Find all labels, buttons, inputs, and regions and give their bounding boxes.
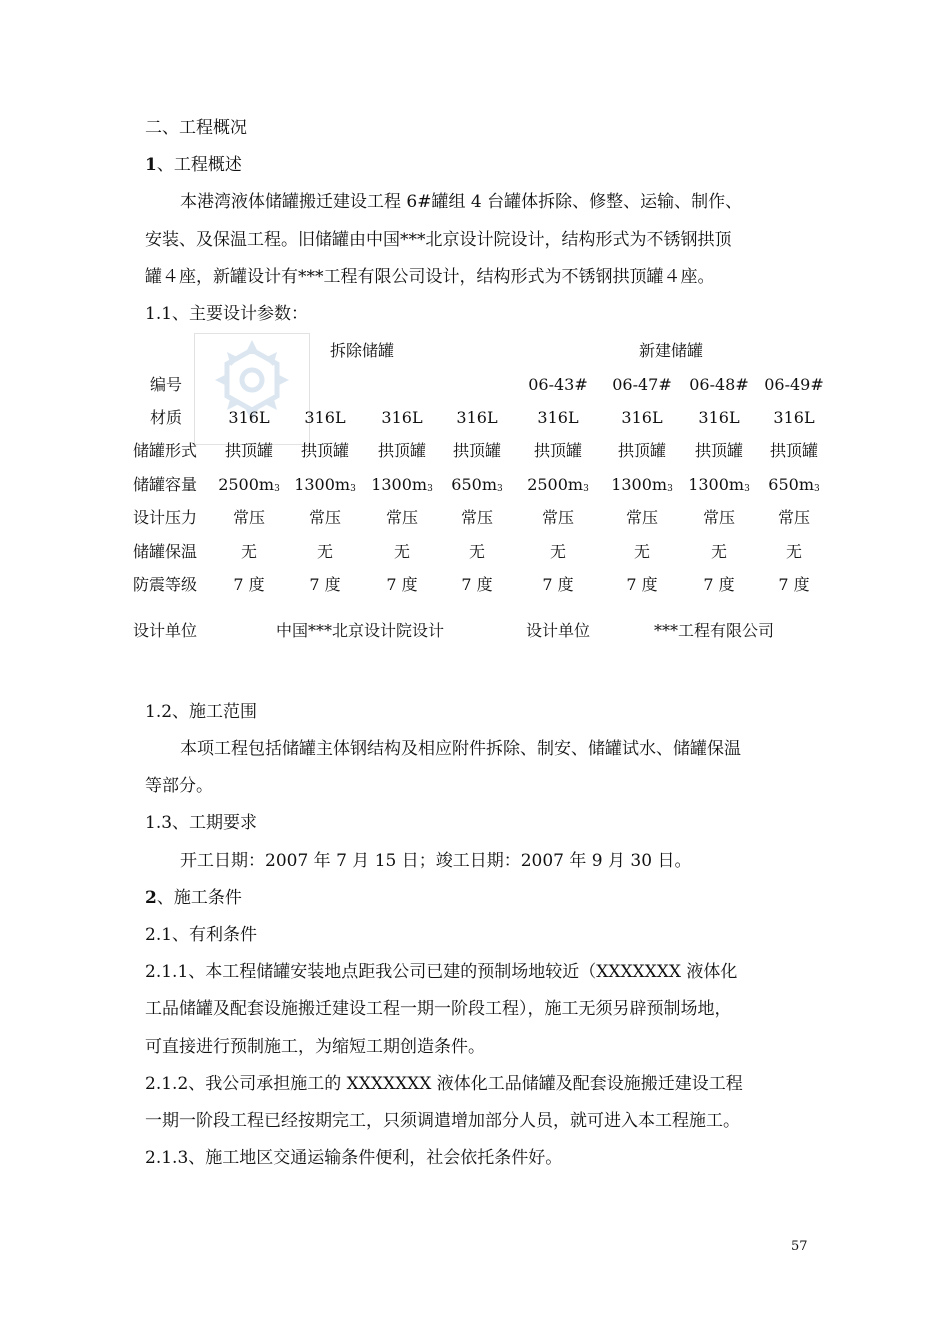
heading-1 [145, 154, 242, 176]
cell-material-1: 316L [228, 408, 270, 427]
cell-pressure-3: 常压 [385, 508, 419, 527]
condition-line-1: 2.1.1、本工程储罐安装地点距我公司已建的预制场地较近（XXXXXXX 液体化 [145, 962, 738, 982]
scope-line-1: 本项工程包括储罐主体钢结构及相应附件拆除、制安、储罐试水、储罐保温 [180, 739, 741, 759]
heading-1-3: 1.3、工期要求 [145, 813, 258, 833]
heading-1-2: 1.2、施工范围 [145, 702, 258, 722]
capacity-value: 2500m [218, 475, 275, 494]
heading-2-text: 、施工条件 [156, 888, 242, 908]
capacity-unit: 3 [583, 484, 589, 494]
cell-capacity-6 [611, 475, 673, 498]
heading-1-1: 1.1、主要设计参数： [145, 304, 309, 324]
cell-material-3: 316L [381, 408, 423, 427]
cell-insulation-8: 无 [785, 542, 803, 561]
cell-id-6: 06-47# [612, 375, 672, 394]
cell-id-5: 06-43# [528, 375, 588, 394]
capacity-value: 1300m [294, 475, 351, 494]
cell-insulation-5: 无 [549, 542, 567, 561]
capacity-unit: 3 [427, 484, 433, 494]
cell-form-8: 拱顶罐 [769, 441, 819, 460]
condition-line-6: 2.1.3、施工地区交通运输条件便利，社会依托条件好。 [145, 1148, 563, 1168]
cell-form-7: 拱顶罐 [694, 441, 744, 460]
capacity-value: 650m [768, 475, 814, 494]
condition-line-2: 工品储罐及配套设施搬迁建设工程一期一阶段工程），施工无须另辟预制场地， [145, 999, 732, 1019]
cell-material-4: 316L [456, 408, 498, 427]
cell-capacity-7 [688, 475, 750, 498]
cell-pressure-1: 常压 [232, 508, 266, 527]
condition-line-4: 2.1.2、我公司承担施工的 XXXXXXX 液体化工品储罐及配套设施搬迁建设工程 [145, 1074, 743, 1094]
capacity-unit: 3 [274, 484, 280, 494]
row-label-id: 编号 [150, 375, 183, 394]
capacity-unit: 3 [350, 484, 356, 494]
cell-form-6: 拱顶罐 [617, 441, 667, 460]
capacity-value: 2500m [527, 475, 584, 494]
cell-insulation-4: 无 [468, 542, 486, 561]
cell-capacity-8 [768, 475, 819, 498]
capacity-unit: 3 [813, 484, 820, 494]
group-header-old: 拆除储罐 [330, 341, 395, 360]
cell-capacity-2 [294, 475, 356, 498]
cell-seismic-5: 7 度 [542, 575, 574, 594]
page-number: 57 [791, 1239, 808, 1254]
heading-2-1: 2.1、有利条件 [145, 925, 258, 945]
cell-id-8: 06-49# [764, 375, 824, 394]
cell-insulation-6: 无 [633, 542, 651, 561]
cell-capacity-3 [371, 475, 433, 498]
heading-2 [145, 887, 242, 909]
capacity-unit: 3 [667, 484, 673, 494]
row-label-insulation: 储罐保温 [133, 542, 198, 561]
design-unit-old: 中国***北京设计院设计 [276, 621, 445, 640]
heading-2-number: 2 [145, 888, 157, 908]
section-heading: 二、工程概况 [145, 118, 247, 138]
cell-form-5: 拱顶罐 [533, 441, 583, 460]
row-label-material: 材质 [150, 408, 183, 427]
cell-form-2: 拱顶罐 [300, 441, 350, 460]
schedule-line: 开工日期：2007 年 7 月 15 日；竣工日期：2007 年 9 月 30 日。 [180, 851, 692, 871]
design-unit-new: ***工程有限公司 [654, 621, 775, 640]
cell-material-5: 316L [537, 408, 579, 427]
condition-line-5: 一期一阶段工程已经按期完工，只须调遣增加部分人员，就可进入本工程施工。 [145, 1111, 740, 1131]
row-label-seismic: 防震等级 [133, 575, 198, 594]
cell-insulation-1: 无 [240, 542, 258, 561]
capacity-value: 1300m [371, 475, 428, 494]
row-label-form: 储罐形式 [133, 441, 198, 460]
cell-material-7: 316L [698, 408, 740, 427]
row-label-capacity: 储罐容量 [133, 475, 198, 494]
design-unit-label-old: 设计单位 [133, 621, 198, 640]
cell-insulation-2: 无 [316, 542, 334, 561]
cell-form-1: 拱顶罐 [224, 441, 274, 460]
cell-form-3: 拱顶罐 [377, 441, 427, 460]
cell-seismic-6: 7 度 [626, 575, 658, 594]
cell-pressure-5: 常压 [541, 508, 575, 527]
cell-seismic-8: 7 度 [778, 575, 810, 594]
cell-form-4: 拱顶罐 [452, 441, 502, 460]
cell-capacity-4 [451, 475, 502, 498]
cell-pressure-4: 常压 [460, 508, 494, 527]
cell-capacity-5 [527, 475, 589, 498]
cell-pressure-6: 常压 [625, 508, 659, 527]
cell-material-6: 316L [621, 408, 663, 427]
capacity-value: 1300m [688, 475, 745, 494]
cell-seismic-2: 7 度 [309, 575, 341, 594]
cell-insulation-3: 无 [393, 542, 411, 561]
overview-line-1: 本港湾液体储罐搬迁建设工程 6#罐组 4 台罐体拆除、修整、运输、制作、 [180, 192, 743, 212]
cell-seismic-3: 7 度 [386, 575, 418, 594]
cell-id-7: 06-48# [689, 375, 749, 394]
cell-pressure-8: 常压 [777, 508, 811, 527]
design-unit-label-new: 设计单位 [526, 621, 591, 640]
cell-material-8: 316L [773, 408, 815, 427]
cell-seismic-4: 7 度 [461, 575, 493, 594]
scope-line-2: 等部分。 [145, 776, 213, 796]
company-logo [194, 333, 310, 445]
overview-line-2: 安装、及保温工程。旧储罐由中国***北京设计院设计，结构形式为不锈钢拱顶 [145, 230, 732, 250]
cell-seismic-7: 7 度 [703, 575, 735, 594]
capacity-unit: 3 [744, 484, 750, 494]
condition-line-3: 可直接进行预制施工，为缩短工期创造条件。 [145, 1037, 485, 1057]
heading-1-text: 、工程概述 [156, 155, 242, 175]
cell-seismic-1: 7 度 [233, 575, 265, 594]
capacity-value: 1300m [611, 475, 668, 494]
capacity-unit: 3 [496, 484, 503, 494]
capacity-value: 650m [451, 475, 497, 494]
cell-pressure-2: 常压 [308, 508, 342, 527]
heading-1-number: 1 [145, 155, 157, 175]
row-label-pressure: 设计压力 [133, 508, 198, 527]
group-header-new: 新建储罐 [639, 341, 704, 360]
cell-material-2: 316L [304, 408, 346, 427]
cell-insulation-7: 无 [710, 542, 728, 561]
overview-line-3: 罐４座，新罐设计有***工程有限公司设计，结构形式为不锈钢拱顶罐４座。 [145, 267, 715, 287]
cell-capacity-1 [218, 475, 280, 498]
cell-pressure-7: 常压 [702, 508, 736, 527]
